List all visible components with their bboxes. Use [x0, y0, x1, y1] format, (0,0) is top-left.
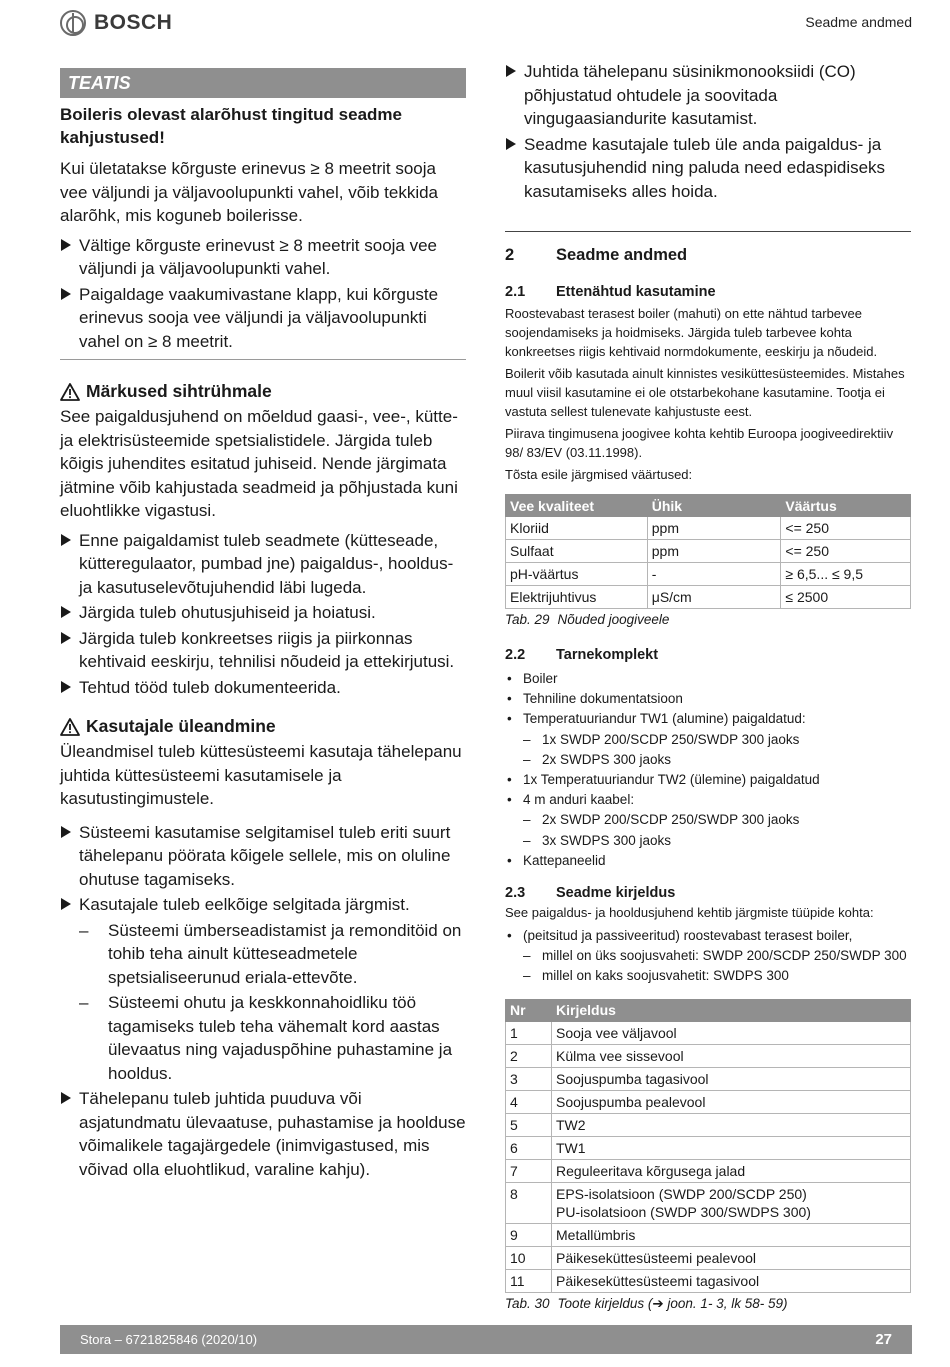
- table-cell: Sooja vee väljavool: [552, 1021, 911, 1044]
- target-group-text: See paigaldusjuhend on mõeldud gaasi-, vee-, kütte- ja elektrisüsteemide spetsialistidele. Järgida tuleb kõigis juhendites esitatud juhiseid. Nende järgimata jätmine võib kahjustada seadmeid ja põhjustada kuni eluohtlikke vigastusi.: [60, 407, 458, 520]
- table-cell: Metallümbris: [552, 1223, 911, 1246]
- table-row: [506, 1246, 911, 1269]
- section-divider: [505, 231, 911, 232]
- product-description-table: [505, 999, 911, 1293]
- handover-heading: Kasutajale üleandmine: [60, 715, 466, 738]
- bullet-triangle-icon: [61, 534, 71, 546]
- table-row: [506, 1113, 911, 1136]
- bullet-triangle-icon: [61, 632, 71, 644]
- list-item: Seadme kasutajale tuleb üle anda paigaldus- ja kasutusjuhendid ning paluda need edaspidiseks kasutamiseks alles hoida.: [505, 133, 911, 204]
- water-quality-table: [505, 494, 911, 609]
- list-item: Enne paigaldamist tuleb seadmete (kütteseade, kütteregulaator, pumbad jne) paigaldus-, hooldus- ja kasutuselevõtujuhendid läbi lugeda.: [60, 529, 466, 600]
- section-2-heading: 2 Seadme andmed: [505, 246, 688, 264]
- list-item: Järgida tuleb ohutusjuhiseid ja hoiatusi.: [60, 601, 466, 625]
- column-header: Nr: [506, 999, 552, 1021]
- table-cell: <= 250: [781, 517, 911, 540]
- table-cell: 2: [506, 1044, 552, 1067]
- running-section-title: Seadme andmed: [805, 14, 912, 30]
- list-item: – 3x SWDPS 300 jaoks: [523, 832, 672, 848]
- handover-text: Üleandmisel tuleb küttesüsteemi kasutaja tähelepanu juhtida küttesüsteemi kasutamisele ja kasutustingimustele.: [60, 742, 462, 808]
- table-cell: 11: [506, 1269, 552, 1292]
- bullet-triangle-icon: [506, 138, 516, 150]
- notice-bullets: [60, 234, 466, 354]
- table-cell: <= 250: [781, 540, 911, 563]
- table-row: [506, 1090, 911, 1113]
- table-cell: 8: [506, 1182, 552, 1223]
- table-cell: ≥ 6,5... ≤ 9,5: [781, 563, 911, 586]
- bullet-triangle-icon: [61, 681, 71, 693]
- table-cell: 5: [506, 1113, 552, 1136]
- paragraph: Tõsta esile järgmised väärtused:: [505, 467, 693, 482]
- table-cell: μS/cm: [647, 586, 781, 609]
- table-row: [506, 586, 911, 609]
- table-row: [506, 540, 911, 563]
- bosch-armature-icon: [60, 10, 86, 36]
- document-reference: Stora – 6721825846 (2020/10): [80, 1332, 258, 1347]
- bullet-triangle-icon: [61, 1092, 71, 1104]
- column-header: Kirjeldus: [552, 999, 911, 1021]
- target-group-bullets: [60, 529, 466, 700]
- list-item: • Boiler: [507, 671, 558, 686]
- table-row: [506, 1021, 911, 1044]
- table-cell: ppm: [647, 517, 781, 540]
- table-cell: Külma vee sissevool: [552, 1044, 911, 1067]
- table-row: [506, 1136, 911, 1159]
- bosch-logo: [60, 10, 172, 36]
- handover-bullets-continued: [505, 60, 911, 203]
- list-item: Vältige kõrguste erinevust ≥ 8 meetrit sooja vee väljundi ja väljavoolupunkti vahel.: [60, 234, 466, 281]
- delivery-list: [505, 851, 911, 871]
- list-item: Tähelepanu tuleb juhtida puuduva või asjatundmatu ülevaatuse, puhastamise ja hoolduse võimalikele tagajärgedele (inimvigastused, mis võivad olla eluohtlikud, varaline kahju).: [60, 1087, 466, 1181]
- table-cell: pH-väärtus: [506, 563, 648, 586]
- column-header: Ühik: [647, 495, 781, 517]
- table-cell: Päikeseküttesüsteemi pealevool: [552, 1246, 911, 1269]
- notice-warning: Boileris olevast alarõhust tingitud seadme kahjustused!: [60, 105, 402, 147]
- table-cell: EPS-isolatsioon (SWDP 200/SCDP 250) PU-isolatsioon (SWDP 300/SWDPS 300): [552, 1182, 911, 1223]
- list-item: Süsteemi kasutamise selgitamisel tuleb eriti suurt tähelepanu pöörata kõigele sellele, mis on oluline ohutuse tagamiseks.: [60, 821, 466, 892]
- table-caption: Tab. 30 Toote kirjeldus (➔ joon. 1- 3, lk 58- 59): [505, 1295, 788, 1311]
- divider: [60, 359, 466, 360]
- notice-label: TEATIS: [68, 73, 131, 93]
- table-cell: Päikeseküttesüsteemi tagasivool: [552, 1269, 911, 1292]
- bullet-triangle-icon: [506, 65, 516, 77]
- brand-name: BOSCH: [94, 11, 173, 34]
- table-cell: TW2: [552, 1113, 911, 1136]
- section-2-3-heading: 2.3 Seadme kirjeldus: [505, 885, 676, 902]
- table-cell: Kloriid: [506, 517, 648, 540]
- table-row: [506, 1044, 911, 1067]
- table-cell: Soojuspumba tagasivool: [552, 1067, 911, 1090]
- table-cell: 10: [506, 1246, 552, 1269]
- table-row: [506, 1269, 911, 1292]
- bullet-triangle-icon: [61, 606, 71, 618]
- table-cell: 1: [506, 1021, 552, 1044]
- table-row: [506, 1159, 911, 1182]
- paragraph: See paigaldus- ja hooldusjuhend kehtib järgmiste tüüpide kohta:: [505, 905, 874, 921]
- list-item: – Süsteemi ohutu ja keskkonnahoidliku töö tagamiseks tuleb teha vähemalt kord aastas ülevaatus ning vajaduspõhine puhastamine ja hooldus.: [79, 993, 453, 1083]
- notice-text: Kui ületatakse kõrguste erinevus ≥ 8 meetrit sooja vee väljundi ja väljavoolupunkti vahel, võib tekkida alarõhk, mis koguneb boilerisse.: [60, 159, 439, 225]
- notice-banner: [60, 68, 466, 98]
- product-type-list: [505, 926, 911, 946]
- target-group-heading: Märkused sihtrühmale: [60, 380, 466, 403]
- column-header: Väärtus: [781, 495, 911, 517]
- bullet-triangle-icon: [61, 898, 71, 910]
- list-item: – Süsteemi ümberseadistamist ja remonditöid on tohib teha ainult kütteseadmetele spetsialiseerunud eriala-ettevõte.: [79, 920, 462, 987]
- table-header-row: [506, 495, 911, 517]
- warning-triangle-icon: [60, 383, 80, 401]
- section-2-2-heading: 2.2 Tarnekomplekt: [505, 647, 659, 663]
- table-cell: 6: [506, 1136, 552, 1159]
- delivery-list: [505, 770, 911, 810]
- table-row: [506, 1067, 911, 1090]
- page-number: 27: [875, 1331, 892, 1348]
- table-cell: 9: [506, 1223, 552, 1246]
- delivery-sublist: [505, 730, 911, 770]
- list-item: • 1x Temperatuuriandur TW2 (ülemine) paigaldatud: [507, 772, 820, 788]
- table-caption: Tab. 29 Nõuded joogiveele: [505, 612, 670, 627]
- list-item: – 2x SWDP 200/SCDP 250/SWDP 300 jaoks: [523, 812, 800, 828]
- handover-dash-list: [79, 919, 466, 1086]
- right-column: [505, 60, 911, 1312]
- handover-bullets: [60, 821, 466, 1182]
- list-item: Paigaldage vaakumivastane klapp, kui kõrguste erinevus sooja vee väljundi ja väljavoolupunkti vahel on ≥ 8 meetrit.: [60, 283, 466, 354]
- table-cell: ppm: [647, 540, 781, 563]
- table-cell: 7: [506, 1159, 552, 1182]
- list-item: • 4 m anduri kaabel:: [507, 792, 635, 808]
- table-header-row: [506, 999, 911, 1021]
- warning-triangle-icon: [60, 718, 80, 736]
- delivery-sublist: [505, 810, 911, 850]
- list-item: – 1x SWDP 200/SCDP 250/SWDP 300 jaoks: [523, 731, 800, 747]
- column-header: Vee kvaliteet: [506, 495, 648, 517]
- product-type-sublist: [505, 946, 911, 986]
- list-item: Juhtida tähelepanu süsinikmonooksiidi (CO) põhjustatud ohtudele ja soovitada vingugaasiandurite kasutamist.: [505, 60, 911, 131]
- table-cell: TW1: [552, 1136, 911, 1159]
- table-row: [506, 1182, 911, 1223]
- paragraph: Boilerit võib kasutada ainult kinnistes vesiküttesüsteemides. Mistahes muul viisil kasutamine ei ole otstarbekohane kasutamine. Tootja ei vastuta sellest tulenevate kahjustuste eest.: [505, 366, 905, 419]
- list-item: • Kattepaneelid: [507, 852, 606, 868]
- list-item: • Temperatuuriandur TW1 (alumine) paigaldatud:: [507, 711, 806, 727]
- bullet-triangle-icon: [61, 826, 71, 838]
- bullet-triangle-icon: [61, 288, 71, 300]
- table-row: [506, 1223, 911, 1246]
- page-header: [60, 8, 912, 40]
- list-item: – millel on üks soojusvaheti: SWDP 200/SCDP 250/SWDP 300: [523, 948, 907, 964]
- table-cell: Sulfaat: [506, 540, 648, 563]
- table-row: [506, 517, 911, 540]
- list-item: Tehtud tööd tuleb dokumenteerida.: [60, 676, 466, 700]
- list-item: – 2x SWDPS 300 jaoks: [523, 751, 672, 767]
- paragraph: Piirava tingimusena joogivee kohta kehtib Euroopa joogiveedirektiiv 98/ 83/EV (03.11.1998).: [505, 426, 894, 460]
- paragraph: Roostevabast terasest boiler (mahuti) on ette nähtud tarbevee soojendamiseks ja hoidmiseks. Järgida tuleb tarbevee kohta konkreetses riigis kehtivaid normdokumente, eeskirju ja nõudeid.: [505, 306, 878, 359]
- table-cell: -: [647, 563, 781, 586]
- list-item: Järgida tuleb konkreetses riigis ja piirkonnas kehtivaid eeskirju, tehnilisi nõudeid ja ettekirjutusi.: [60, 627, 466, 674]
- left-column: [60, 68, 466, 1183]
- table-row: [506, 563, 911, 586]
- table-cell: Reguleeritava kõrgusega jalad: [552, 1159, 911, 1182]
- list-item: • Tehniline dokumentatsioon: [507, 691, 683, 707]
- bullet-triangle-icon: [61, 239, 71, 251]
- list-item: Kasutajale tuleb eelkõige selgitada järgmist. – Süsteemi ümberseadistamist ja remonditöid on tohib teha ainult kütteseadmetele spetsialiseerunud eriala-ettevõte. – Süsteemi ohutu ja keskkonnahoidliku töö tagamiseks tuleb teha vähemalt kord aastas ülevaatus ning vajaduspõhine puhastamine ja hooldus.: [60, 893, 466, 1085]
- table-cell: Elektrijuhtivus: [506, 586, 648, 609]
- table-cell: ≤ 2500: [781, 586, 911, 609]
- list-item: – millel on kaks soojusvahetit: SWDPS 300: [523, 968, 789, 984]
- table-cell: 3: [506, 1067, 552, 1090]
- list-item: • (peitsitud ja passiveeritud) roostevabast terasest boiler,: [507, 928, 853, 944]
- page-footer: [60, 1325, 912, 1354]
- table-cell: Soojuspumba pealevool: [552, 1090, 911, 1113]
- section-2-1-heading: 2.1 Ettenähtud kasutamine: [505, 284, 716, 300]
- delivery-list: [505, 669, 911, 730]
- table-cell: 4: [506, 1090, 552, 1113]
